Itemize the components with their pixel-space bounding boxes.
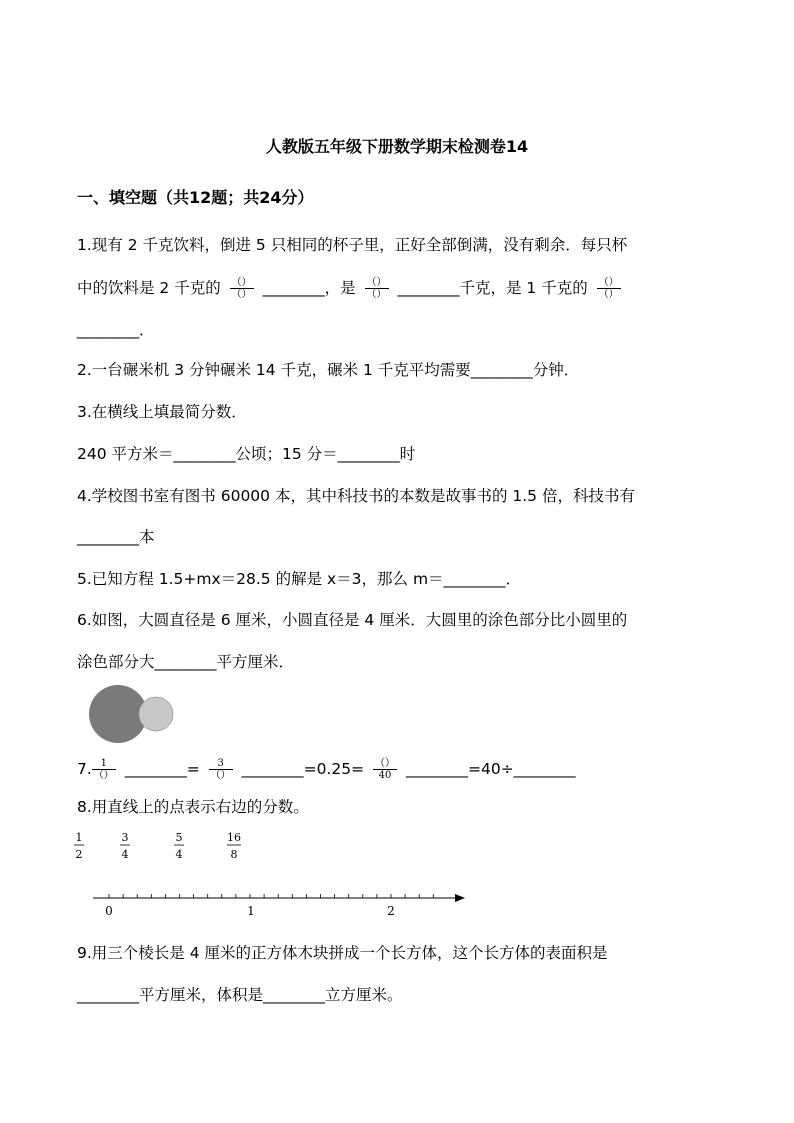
axis-label-1: 1	[247, 904, 255, 918]
q7-fraction-1	[92, 758, 116, 781]
q1-line2	[77, 276, 625, 300]
q8-fraction-2-den: 4	[121, 848, 129, 861]
q1-text-c: ________千克，是 1 千克的	[397, 279, 588, 297]
q3-line1: 3.在横线上填最简分数．	[77, 403, 247, 421]
circles-figure	[85, 683, 185, 751]
q8-fraction-4-den: 8	[230, 848, 238, 861]
q8-fraction-4-num: 16	[227, 831, 241, 844]
q5-line: 5.已知方程 1.5+mx＝28.5 的解是 x＝3，那么 m＝________．	[77, 570, 522, 588]
page-title: 人教版五年级下册数学期末检测卷14	[265, 137, 529, 156]
q7-fraction-1-den: （）	[93, 770, 114, 781]
number-line	[85, 888, 475, 924]
q7-fraction-2-den: （）	[210, 770, 231, 781]
q9-line2: ________平方厘米，体积是________立方厘米。	[77, 986, 403, 1004]
q1-fraction-2-num: （）	[366, 277, 387, 288]
q1-fraction-2-den: （）	[366, 289, 387, 300]
q7-fraction-3	[373, 758, 397, 781]
q7-part-1: ________=	[124, 760, 200, 778]
q7-prefix: 7.	[77, 760, 92, 778]
q4-line1: 4.学校图书室有图书 60000 本，其中科技书的本数是故事书的 1.5 倍，科技书有	[77, 487, 635, 505]
q1-fraction-1	[230, 277, 254, 300]
q3-line2: 240 平方米＝________公顷；15 分＝________时	[77, 445, 416, 463]
q1-line1: 1.现有 2 千克饮料，倒进 5 只相同的杯子里，正好全部倒满，没有剩余．每只杯	[77, 236, 628, 254]
q1-fraction-1-num: （）	[231, 277, 252, 288]
q6-line1: 6.如图，大圆直径是 6 厘米，小圆直径是 4 厘米．大圆里的涂色部分比小圆里的	[77, 611, 628, 629]
q1-fraction-2	[365, 277, 389, 300]
axis-label-2: 2	[387, 904, 395, 918]
large-circle	[89, 685, 147, 743]
q7-fraction-2-num: 3	[217, 758, 224, 769]
q8-fraction-1-num: 1	[75, 831, 83, 844]
small-circle	[139, 697, 173, 731]
q8-fraction-1-den: 2	[75, 848, 83, 861]
q8-fraction-3-num: 5	[175, 831, 183, 844]
q4-line2: ________本	[77, 528, 155, 546]
q1-fraction-3	[597, 277, 621, 300]
q7-fraction-3-den: 40	[373, 769, 397, 781]
q8-fraction-2	[120, 831, 130, 861]
q1-line3: ________．	[77, 321, 155, 339]
q7-fraction-1-num: 1	[100, 758, 107, 769]
q8-fraction-row	[70, 828, 270, 872]
q1-fraction-1-den: （）	[231, 289, 252, 300]
number-line-ticks	[109, 894, 433, 898]
q6-line2: 涂色部分大________平方厘米．	[77, 653, 295, 671]
q8-line1: 8.用直线上的点表示右边的分数。	[77, 798, 309, 816]
q1-fraction-3-num: （）	[598, 277, 619, 288]
q7-fraction-2	[209, 758, 233, 781]
q8-fraction-3-den: 4	[175, 848, 183, 861]
axis-label-0: 0	[105, 904, 113, 918]
arrow-head-icon	[455, 894, 465, 902]
q8-fraction-4	[227, 831, 241, 861]
q1-fraction-3-den: （）	[598, 289, 619, 300]
q9-line1: 9.用三个棱长是 4 厘米的正方体木块拼成一个长方体，这个长方体的表面积是	[77, 944, 608, 962]
q1-text-b: ________，是	[262, 279, 356, 297]
section-heading: 一、填空题（共12题；共24分）	[77, 188, 314, 207]
q8-fraction-1	[74, 831, 84, 861]
q2-line: 2.一台碾米机 3 分钟碾米 14 千克，碾米 1 千克平均需要________分钟．	[77, 361, 580, 379]
q7-part-2: ________=0.25=	[241, 760, 365, 778]
q7-part-3: ________=40÷________	[405, 760, 576, 778]
q1-text-a: 中的饮料是 2 千克的	[77, 279, 221, 297]
q8-fraction-2-num: 3	[121, 831, 129, 844]
q8-fraction-3	[174, 831, 184, 861]
q7-line	[77, 757, 576, 781]
q7-fraction-3-num: （）	[375, 758, 396, 769]
